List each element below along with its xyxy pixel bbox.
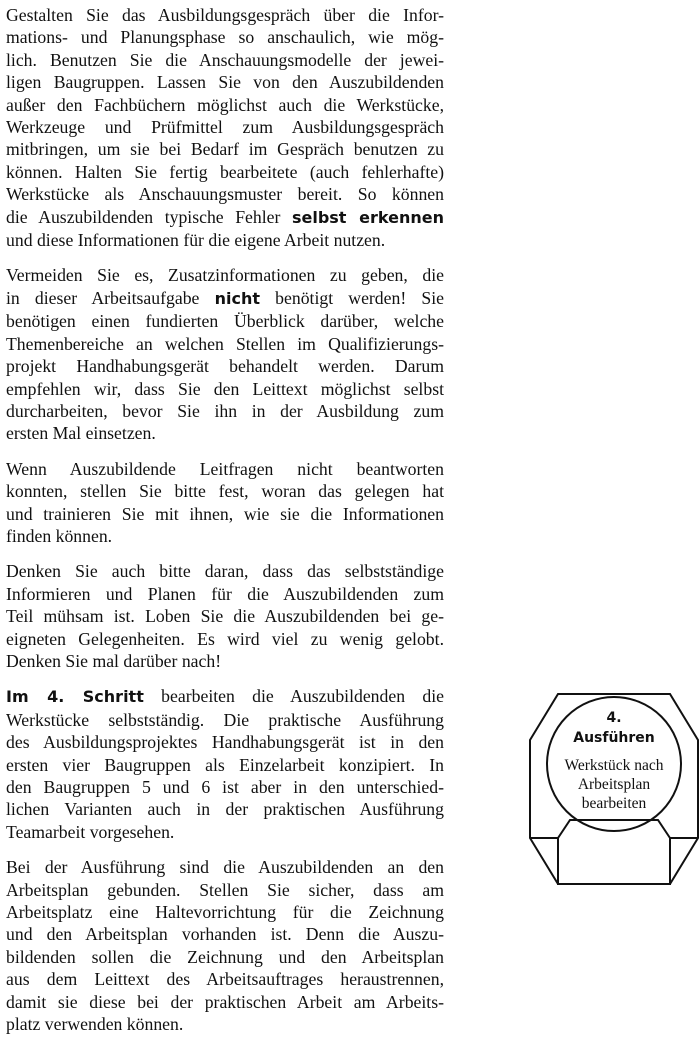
text-segment: Denken Sie auch bitte daran, dass das selbstständige [6,561,444,582]
text-segment: konnten, stellen Sie bitte fest, woran das gelegen hat [6,481,444,502]
text-line [6,525,444,547]
text-line [6,26,444,48]
badge-description [528,756,700,813]
text-segment: durcharbeiten, bevor Sie ihn in der Ausbildung zum [6,400,444,421]
text-segment: Arbeitsplatz eine Haltevorrichtung für die Zeichnung [6,902,444,923]
text-segment: Werkzeuge und Prüfmittel zum Ausbildungsgespräch [6,117,444,138]
text-line [6,991,444,1013]
text-line [6,49,444,71]
paragraph [6,856,444,1035]
badge-line: Arbeitsplan [577,776,651,793]
text-segment: finden können. [6,525,113,546]
text-segment: den Baugruppen 5 und 6 ist aber in den unterschied- [6,777,444,797]
text-segment: in dieser Arbeitsaufgabe [6,287,215,308]
text-line [6,923,444,945]
text-line [6,879,444,901]
text-line [6,776,444,798]
text-segment: und diese Informationen für die eigene Arbeit nutzen. [6,230,386,251]
text-segment: die Auszubildenden typische Fehler [6,206,292,227]
text-line [6,94,444,116]
paragraph [6,4,444,251]
emphasis: Im 4. Schritt [6,687,144,707]
badge-line: Werkstück nach [564,757,664,774]
text-segment: benötigen einen fundierten Überblick darüber, welche [6,311,444,332]
text-segment: Teamarbeit vorgesehen. [6,821,175,842]
text-line [6,503,444,525]
text-segment: bildenden sollen die Zeichnung und den Arbeitsplan [6,946,444,967]
text-line [6,901,444,923]
text-segment: Gestalten Sie das Ausbildungsgespräch über die Infor- [6,5,444,25]
text-line [6,821,444,843]
text-segment: Bei der Ausführung sind die Auszubildenden an den [6,857,444,878]
badge-title: Ausführen [573,730,655,746]
text-segment: benötigt werden! Sie [259,287,445,308]
emphasis: selbst erkennen [291,207,444,227]
paragraph [6,560,444,672]
text-segment: Teil mühsam ist. Loben Sie die Auszubildenden bei ge- [6,606,444,627]
text-segment: Wenn Auszubildende Leitfragen nicht beantworten [6,458,444,479]
text-segment: ersten vier Baugruppen als Einzelarbeit konzipiert. In [6,754,444,775]
text-segment: und trainieren Sie mit ihnen, wie sie die Informationen [6,503,444,524]
text-segment: mitbringen, um sie bei Bedarf im Gespräch benutzen zu [6,139,444,160]
text-line [6,71,444,93]
text-line [6,1013,444,1035]
text-line [6,400,444,422]
text-segment: bearbeiten die Auszubildenden die [143,686,444,707]
text-segment: Denken Sie mal darüber nach! [6,650,222,671]
text-segment: können. Halten Sie fertig bearbeitete (auch fehlerhafte) [6,161,444,182]
text-line [6,685,444,708]
text-segment: ersten Mal einsetzen. [6,423,156,444]
text-segment: Themenbereiche an welchen Stellen im Qualifizierungs- [6,333,444,354]
text-line [6,583,444,605]
text-line [6,731,444,753]
text-line [6,183,444,205]
text-segment: lichen Varianten auch in der praktischen Ausführung [6,799,444,820]
badge-number: 4. [606,710,622,726]
text-line [6,628,444,650]
text-segment: Werkstücke als Anschauungsmuster bereit. So können [6,184,444,205]
text-line [6,856,444,878]
text-line [6,798,444,820]
text-line [6,650,444,672]
text-segment: und den Arbeitsplan vorhanden ist. Denn die Auszu- [6,924,444,945]
text-line [6,138,444,160]
text-line [6,310,444,332]
text-segment: damit sie diese bei der praktischen Arbeit am Arbeits- [6,991,444,1012]
text-segment: des Ausbildungsprojektes Handhabungsgerät ist in den [6,732,444,753]
text-line [6,229,444,251]
text-line [6,560,444,582]
text-segment: mations- und Planungsphase so anschaulich, wie mög- [6,27,444,48]
text-segment: ligen Baugruppen. Lassen Sie von den Auszubildenden [6,72,444,93]
text-line [6,378,444,400]
text-line [6,458,444,480]
text-line [6,754,444,776]
paragraph [6,264,444,444]
text-line [6,480,444,502]
paragraph [6,685,444,843]
text-line [6,605,444,627]
text-line [6,333,444,355]
emphasis: nicht [214,288,260,308]
text-segment: platz verwenden können. [6,1014,184,1035]
text-segment: projekt Handhabungsgerät behandelt werden. Darum [6,356,444,377]
paragraph [6,458,444,548]
text-segment: Werkstücke selbstständig. Die praktische Ausführung [6,709,444,730]
text-line [6,287,444,310]
text-line [6,161,444,183]
text-line [6,946,444,968]
text-segment: außer den Fachbüchern möglichst auch die Werkstücke, [6,94,444,115]
text-line [6,355,444,377]
text-line [6,968,444,990]
text-segment: lich. Benutzen Sie die Anschauungsmodelle der jewei- [6,49,444,70]
text-line [6,206,444,229]
badge-line: bearbeiten [581,795,647,812]
text-segment: Vermeiden Sie es, Zusatzinformationen zu geben, die [6,265,444,286]
text-line [6,709,444,731]
text-segment: empfehlen wir, dass Sie den Leittext möglichst selbst [6,378,444,399]
text-segment: Informieren und Planen für die Auszubildenden zum [6,583,444,604]
text-segment: eigneten Gelegenheiten. Es wird viel zu wenig gelobt. [6,628,444,649]
text-segment: aus dem Leittext des Arbeitsauftrages heraustrennen, [6,969,444,990]
text-line [6,4,444,26]
text-line [6,264,444,286]
text-line [6,116,444,138]
text-segment: Arbeitsplan gebunden. Stellen Sie sicher, dass am [6,879,444,900]
step-4-badge [528,690,700,886]
text-line [6,422,444,444]
body-text [6,4,444,1048]
